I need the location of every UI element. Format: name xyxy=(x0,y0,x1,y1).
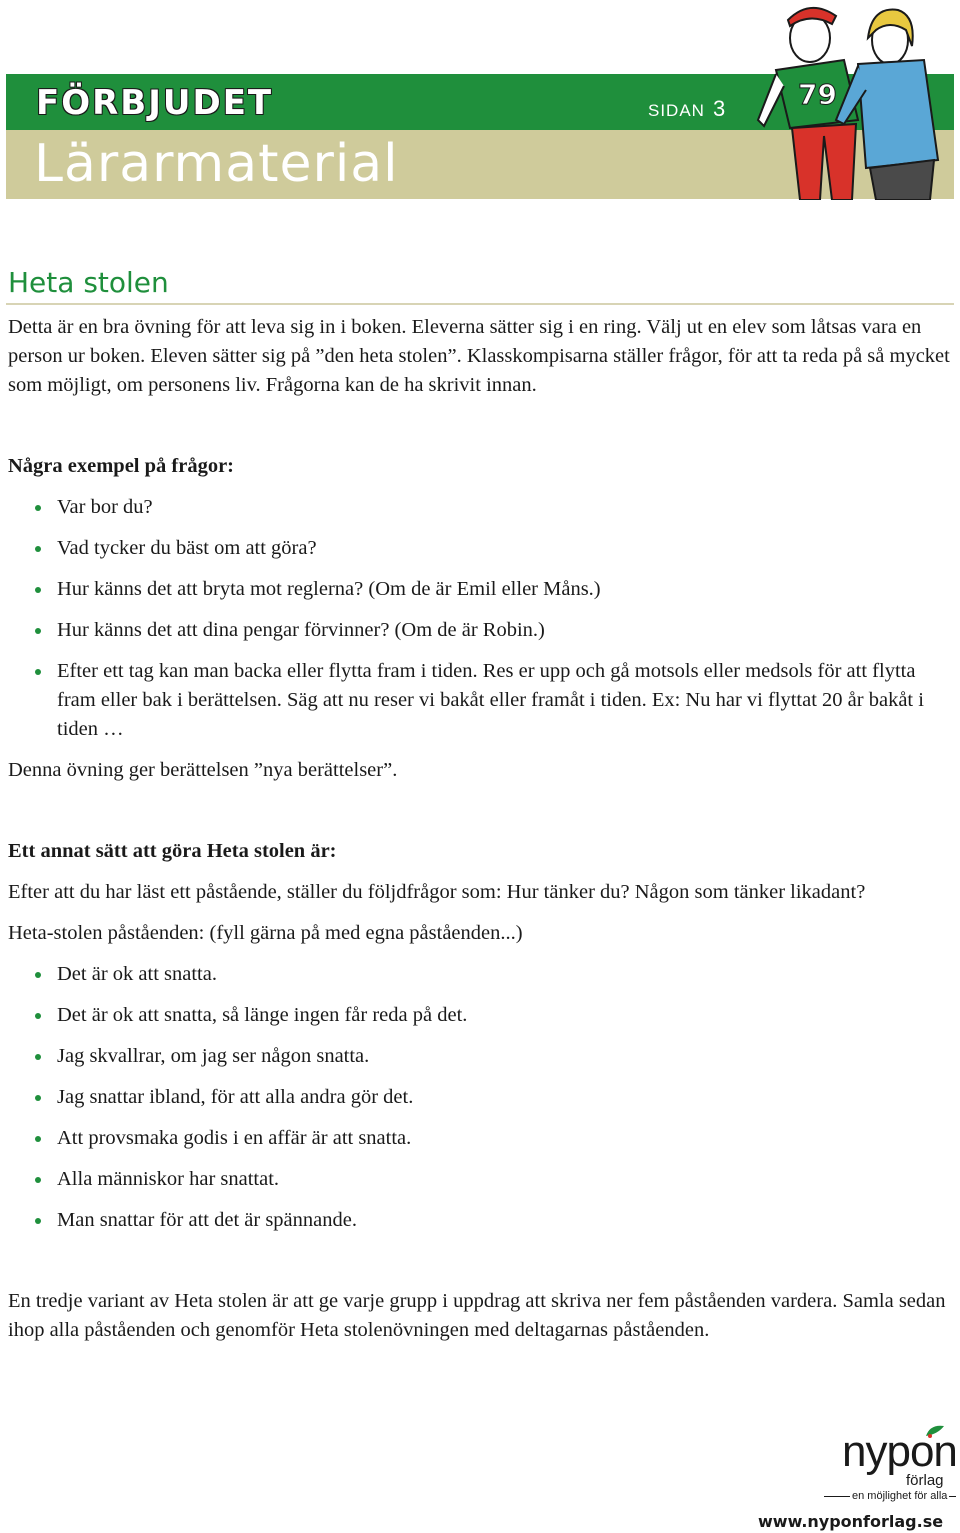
svg-text:79: 79 xyxy=(798,78,837,111)
alt-paragraph: Efter att du har läst ett påstående, ställer du följdfrågor som: Hur tänker du? Någon som tänker likadant? xyxy=(8,881,866,903)
list-item: Att provsmaka godis i en affär är att snatta. xyxy=(8,1124,952,1153)
examples-list xyxy=(8,493,952,744)
examples-heading: Några exempel på frågor: xyxy=(8,455,235,477)
list-item: Efter ett tag kan man backa eller flytta fram i tiden. Res er upp och gå motsols eller medsols för att flytta fram eller bak i berättelsen. Säg att nu reser vi bakåt eller framåt i tiden. Ex: Nu har vi flyttat 20 år bakåt i tiden … xyxy=(8,657,952,744)
logo-tagline: en möjlighet för alla xyxy=(852,1490,948,1502)
book-title-logo: FÖRBJUDET xyxy=(36,83,274,123)
list-item: Vad tycker du bäst om att göra? xyxy=(8,534,952,563)
logo-name: nypon xyxy=(842,1427,957,1476)
section-title: Heta stolen xyxy=(8,266,169,299)
statements-intro: Heta-stolen påståenden: (fyll gärna på med egna påståenden...) xyxy=(8,922,523,944)
intro-paragraph: Detta är en bra övning för att leva sig in i boken. Eleverna sätter sig i en ring. Välj ut en elev som låtsas vara en person ur boken. Eleven sätter sig på ”den heta stolen”. Klasskompisarna ställer frågor, för att ta reda på så mycket som möjligt, om personens liv. Frågorna kan de ha skrivit innan. xyxy=(8,316,950,396)
list-item: Var bor du? xyxy=(8,493,952,522)
publisher-logo xyxy=(820,1420,960,1512)
list-item: Alla människor har snattat. xyxy=(8,1165,952,1194)
logo-subtitle: förlag xyxy=(906,1472,944,1489)
third-variant-paragraph: En tredje variant av Heta stolen är att ge varje grupp i uppdrag att skriva ner fem påståenden vardera. Samla sedan ihop alla påståenden och genomför Heta stolenövningen med deltagarnas påståenden. xyxy=(8,1290,946,1341)
section-divider xyxy=(6,303,954,305)
list-item: Jag snattar ibland, för att alla andra gör det. xyxy=(8,1083,952,1112)
page-number: 3 xyxy=(712,96,727,121)
examples-note: Denna övning ger berättelsen ”nya berättelser”. xyxy=(8,759,398,781)
header-title: Lärarmaterial xyxy=(34,134,399,194)
list-item: Man snattar för att det är spännande. xyxy=(8,1206,952,1235)
statements-list xyxy=(8,960,952,1235)
list-item: Jag skvallrar, om jag ser någon snatta. xyxy=(8,1042,952,1071)
page-indicator xyxy=(648,96,726,122)
characters-illustration xyxy=(740,0,960,200)
list-item: Hur känns det att bryta mot reglerna? (Om de är Emil eller Måns.) xyxy=(8,575,952,604)
list-item: Det är ok att snatta, så länge ingen får reda på det. xyxy=(8,1001,952,1030)
website-url: www.nyponforlag.se xyxy=(758,1512,944,1531)
content-body xyxy=(8,312,952,1345)
alt-heading: Ett annat sätt att göra Heta stolen är: xyxy=(8,840,337,862)
list-item: Det är ok att snatta. xyxy=(8,960,952,989)
list-item: Hur känns det att dina pengar förvinner? (Om de är Robin.) xyxy=(8,616,952,645)
page-label: SIDAN xyxy=(648,101,705,120)
